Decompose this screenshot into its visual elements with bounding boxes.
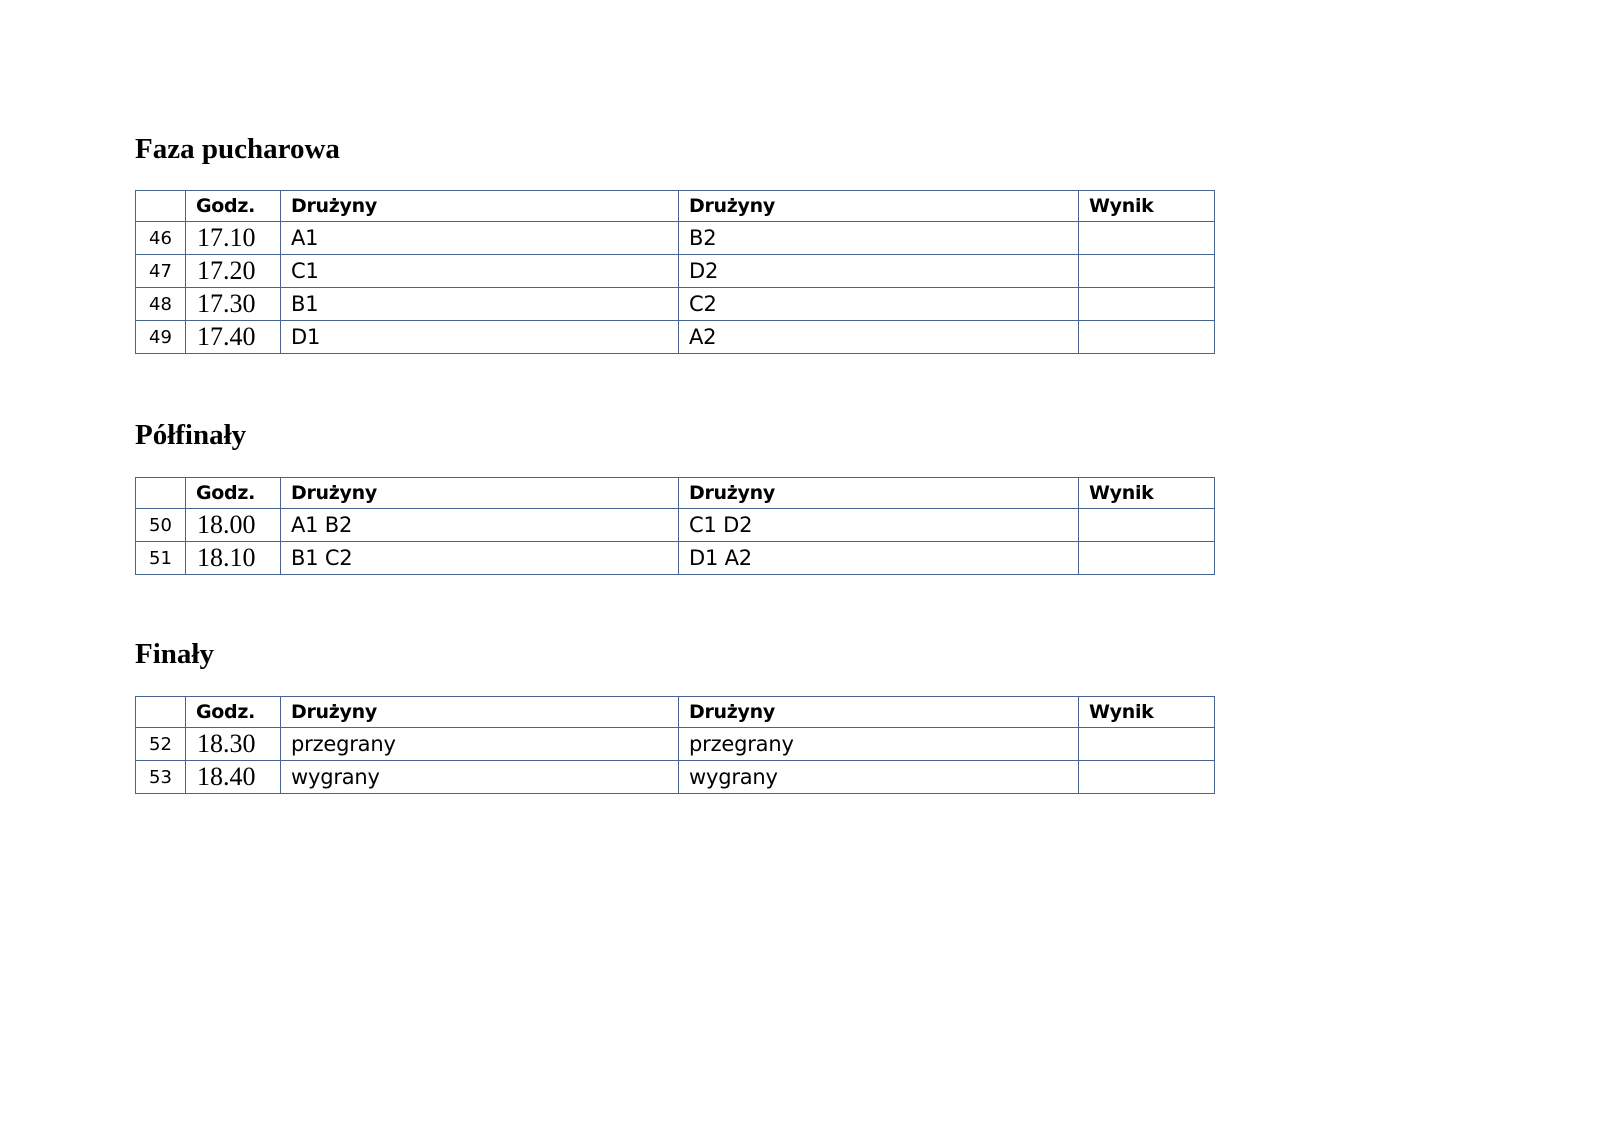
match-result [1079, 222, 1215, 255]
header-team-b: Drużyny [679, 191, 1079, 222]
team-b: C1 D2 [679, 509, 1079, 542]
header-team-b: Drużyny [679, 697, 1079, 728]
match-number: 53 [136, 761, 186, 794]
team-b: D2 [679, 255, 1079, 288]
match-time: 18.10 [186, 542, 281, 575]
match-number: 46 [136, 222, 186, 255]
match-time: 17.20 [186, 255, 281, 288]
match-time: 17.30 [186, 288, 281, 321]
table-row [136, 288, 1215, 321]
match-time: 18.00 [186, 509, 281, 542]
match-result [1079, 728, 1215, 761]
header-team-a: Drużyny [281, 478, 679, 509]
match-result [1079, 255, 1215, 288]
header-result: Wynik [1079, 697, 1215, 728]
table-row [136, 255, 1215, 288]
match-number: 48 [136, 288, 186, 321]
match-number: 49 [136, 321, 186, 354]
section-finals [135, 637, 1215, 794]
header-team-b: Drużyny [679, 478, 1079, 509]
section-semifinals [135, 418, 1215, 575]
table-row [136, 761, 1215, 794]
team-a: B1 C2 [281, 542, 679, 575]
section-title-finals: Finały [135, 638, 214, 670]
match-result [1079, 761, 1215, 794]
team-b: A2 [679, 321, 1079, 354]
team-a: A1 [281, 222, 679, 255]
match-result [1079, 288, 1215, 321]
header-time: Godz. [186, 697, 281, 728]
match-number: 50 [136, 509, 186, 542]
header-result: Wynik [1079, 478, 1215, 509]
section-title-knockout: Faza pucharowa [135, 133, 340, 165]
table-header-row [136, 697, 1215, 728]
match-result [1079, 321, 1215, 354]
table-row [136, 728, 1215, 761]
team-b: C2 [679, 288, 1079, 321]
section-title-semifinals: Półfinały [135, 419, 247, 451]
header-team-a: Drużyny [281, 191, 679, 222]
knockout-table [135, 190, 1215, 354]
table-row [136, 542, 1215, 575]
match-time: 17.10 [186, 222, 281, 255]
team-b: wygrany [679, 761, 1079, 794]
header-num [136, 191, 186, 222]
team-a: B1 [281, 288, 679, 321]
header-result: Wynik [1079, 191, 1215, 222]
finals-table [135, 696, 1215, 794]
header-team-a: Drużyny [281, 697, 679, 728]
header-time: Godz. [186, 478, 281, 509]
match-result [1079, 542, 1215, 575]
match-result [1079, 509, 1215, 542]
team-a: przegrany [281, 728, 679, 761]
match-number: 51 [136, 542, 186, 575]
team-a: A1 B2 [281, 509, 679, 542]
team-a: C1 [281, 255, 679, 288]
section-knockout [135, 132, 1215, 354]
table-row [136, 509, 1215, 542]
team-b: B2 [679, 222, 1079, 255]
team-a: wygrany [281, 761, 679, 794]
match-time: 18.40 [186, 761, 281, 794]
table-row [136, 222, 1215, 255]
team-a: D1 [281, 321, 679, 354]
team-b: przegrany [679, 728, 1079, 761]
header-num [136, 478, 186, 509]
table-header-row [136, 478, 1215, 509]
semifinals-table [135, 477, 1215, 575]
match-time: 18.30 [186, 728, 281, 761]
match-number: 52 [136, 728, 186, 761]
table-header-row [136, 191, 1215, 222]
match-number: 47 [136, 255, 186, 288]
table-row [136, 321, 1215, 354]
header-time: Godz. [186, 191, 281, 222]
header-num [136, 697, 186, 728]
team-b: D1 A2 [679, 542, 1079, 575]
match-time: 17.40 [186, 321, 281, 354]
